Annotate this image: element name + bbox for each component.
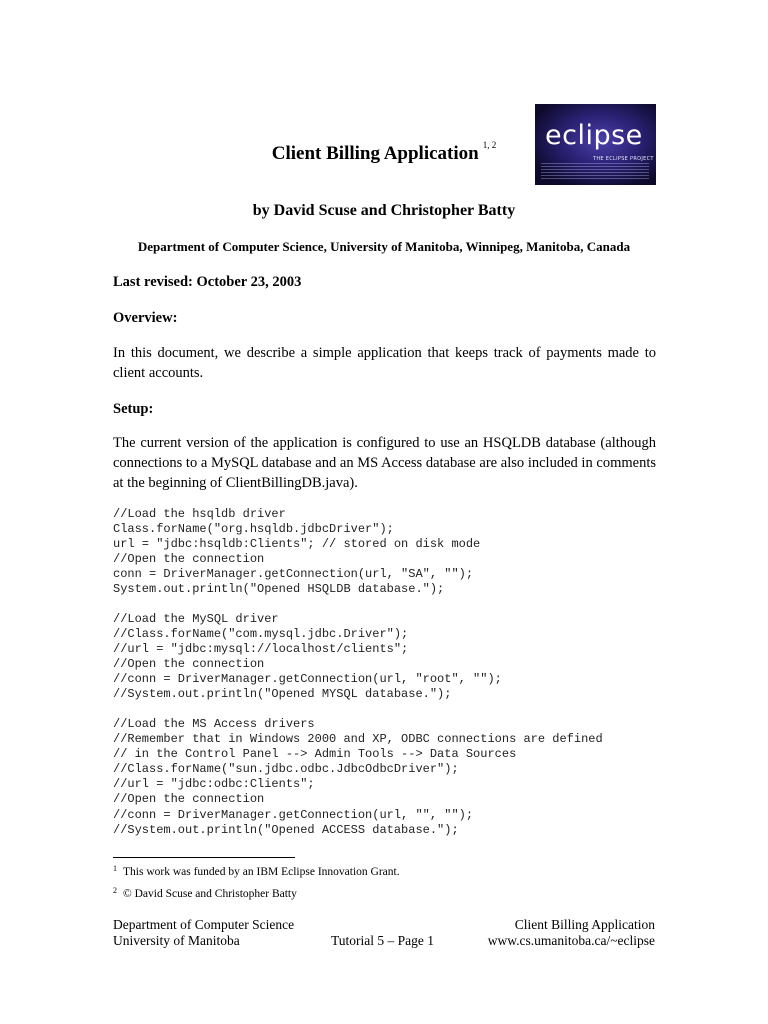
- footnote-2: [113, 888, 297, 900]
- eclipse-logo: [535, 104, 656, 185]
- footnote-2-text: © David Scuse and Christopher Batty: [123, 888, 297, 900]
- footer-left: [113, 917, 294, 949]
- author-byline: by David Scuse and Christopher Batty: [252, 202, 516, 219]
- footer-department: Department of Computer Science: [113, 917, 295, 932]
- title-text: Client Billing Application: [271, 143, 479, 164]
- footer-website: www.cs.umanitoba.ca/~eclipse: [487, 933, 655, 948]
- last-revised: Last revised: October 23, 2003: [113, 274, 302, 290]
- footnote-1-mark: 1: [113, 864, 117, 873]
- logo-decoration: [541, 163, 649, 179]
- footnote-1: [113, 866, 400, 878]
- footnote-2-mark: 2: [113, 886, 117, 895]
- setup-paragraph: The current version of the application is configured to use an HSQLDB database (although connections to a MySQL database and an MS Access database are also included in comments at the beginning of ClientBillingDB.java).: [113, 435, 656, 491]
- footer-page-number: Tutorial 5 – Page 1: [331, 933, 435, 948]
- setup-heading: Setup:: [113, 401, 154, 417]
- title-footnote-marks: 1, 2: [482, 140, 497, 150]
- footer-right: [488, 917, 655, 949]
- footnote-separator: [113, 857, 295, 858]
- footnote-1-text: This work was funded by an IBM Eclipse Innovation Grant.: [123, 866, 400, 878]
- department-line: Department of Computer Science, University of Manitoba, Winnipeg, Manitoba, Canada: [137, 239, 631, 254]
- footer-app-name: Client Billing Application: [514, 917, 655, 932]
- code-block-mysql: //Load the MySQL driver //Class.forName("com.mysql.jdbc.Driver"); //url = "jdbc:mysql://localhost/clients"; //Open the connection //conn = DriverManager.getConnection(url, "root", ""); //System.out.println("Opened MYSQL database.");: [113, 612, 502, 702]
- code-block-hsqldb: //Load the hsqldb driver Class.forName("org.hsqldb.jdbcDriver"); url = "jdbc:hsqldb:Clients"; // stored on disk mode //Open the connection conn = DriverManager.getConnection(url, "SA", ""); System.out.println("Opened HSQLDB database.");: [113, 507, 481, 597]
- overview-heading: Overview:: [113, 310, 178, 326]
- logo-wordmark: eclipse: [545, 120, 643, 151]
- logo-subtitle: THE ECLIPSE PROJECT: [593, 156, 654, 162]
- overview-paragraph: In this document, we describe a simple application that keeps track of payments made to client accounts.: [113, 345, 656, 381]
- code-block-access: //Load the MS Access drivers //Remember that in Windows 2000 and XP, ODBC connections are defined // in the Control Panel --> Admin Tools --> Data Sources //Class.forName("sun.jdbc.odbc.JdbcOdbcDriver"); //url = "jdbc:odbc:Clients"; //Open the connection //conn = DriverManager.getConnection(url, "", ""); //System.out.println("Opened ACCESS database.");: [113, 717, 603, 837]
- footer-university: University of Manitoba: [113, 933, 240, 948]
